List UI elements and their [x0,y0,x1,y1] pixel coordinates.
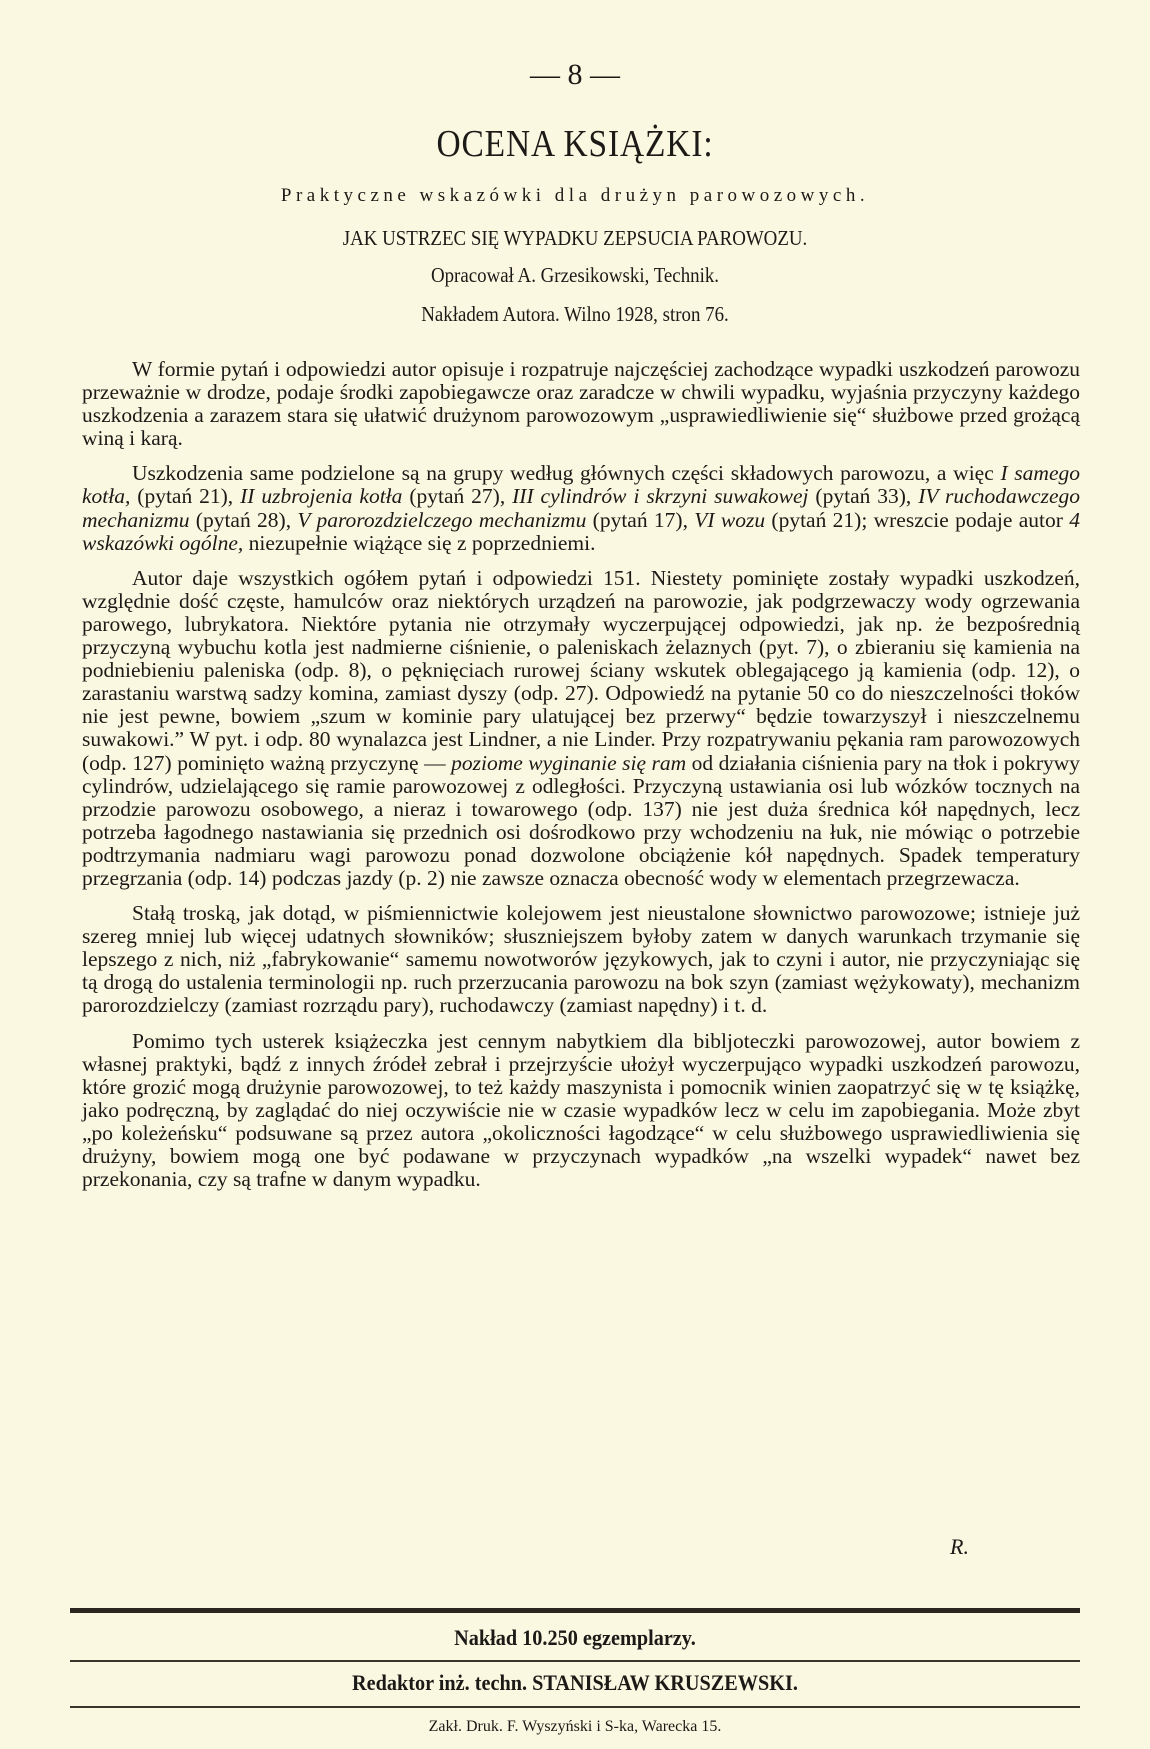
page-number: — 8 — [530,58,620,91]
italic-phrase: 4 wskazówki ogólne, [82,507,1080,555]
paragraph [82,567,1080,890]
text-run: Pomimo tych usterek książeczka jest cennym nabytkiem dla bibljoteczki parowozowej, autor bowiem z własnej praktyki, bądź z innych źródeł zebrał i przejrzyście ułożył wyczerpująco wypadki uszkodzeń parowozu, które grozić mogą drużynie parowozowej, to też każdy maszynista i pomocnik winien zaopatrzyć się w tę książkę, jako podręczną, by zaglądać do niej oczywiście nie w czasie wypadków lecz w celu im zapobiegania. Może zbyt „po koleżeńsku“ podsuwane są przez autora „okoliczności łagodzące“ w celu służbowego usprawiedliwienia się drużyny, bowiem mogą one być podawane w przyczynach wypadków „na wszelki wypadek“ nawet bez przekonania, czy są trafne w danym wypadku. [82,1028,1080,1192]
review-body [82,358,1080,1203]
divider [70,1660,1080,1662]
text-run: (pytań 28), [189,507,298,532]
paragraph [82,358,1080,450]
signature: R. [950,1534,969,1559]
text-run: niezupełnie wiążące się z poprzedniemi. [243,530,596,555]
author-line: Opracował A. Grzesikowski, Technik. [430,263,720,287]
text-run: Uszkodzenia same podzielone są na grupy według głównych części składowych parowozu, a więc [132,461,1001,486]
italic-phrase: II uzbrojenia kotła [240,484,403,509]
text-run: (pytań 21); wreszcie podaje autor [765,507,1070,532]
divider-thick [70,1608,1080,1613]
text-run: od działania ciśnienia pary na tłok i pokrywy cylindrów, udzielającego się ramie parowozowej z odległości. Przyczyną ustawiania osi lub wózków tocznych na przodzie parowozu osobowego, a nieraz i towarowego (odp. 137) nie jest duża średnica kół napędnych, lecz potrzeba łagodnego nastawiania się przednich osi dośrodkowo przy wchodzeniu na łuk, nie mówiąc o potrzebie podtrzymania nadmiaru wagi parowozu ponad dozwolone obciążenie kół napędnych. Spadek temperatury przegrzania (odp. 14) podczas jazdy (p. 2) nie zawsze oznacza obecność wody w elementach przegrzewacza. [82,750,1081,890]
italic-phrase: I samego kotła, [82,461,1080,509]
text-run: (pytań 17), [586,507,695,532]
italic-phrase: V parorozdzielczego mechanizmu [297,507,587,532]
review-title: OCENA KSIĄŻKI: [436,123,714,165]
text-run: Autor daje wszystkich ogółem pytań i odpowiedzi 151. Niestety pominięte zostały wypadki uszkodzeń, względnie dość częste, hamulców oraz niektórych urządzeń na parowozie, jak podgrzewaczy wody ogrzewania parowego, lubrykatora. Niektóre pytania nie otrzymały wyczerpującej odpowiedzi, jak np. że bezpośrednią przyczyną wybuchu kotla jest nadmierne ciśnienie, o paleniskach żelaznych (pyt. 7), o zbieraniu się kamienia na podniebieniu paleniska (odp. 8), o pęknięciach rurowej ściany wskutek oblegającego ją kamienia (odp. 12), o zarastaniu warstwą sadzy komina, zamiast dyszy (odp. 27). Odpowiedź na pytanie 50 co do nieszczelności tłoków nie jest pewne, bowiem „szum w kominie pary ulatującej bez przerwy“ będzie towarzyszył i nieszczelnemu suwakowi.” W pyt. i odp. 80 wynalazca jest Lindner, a nie Linder. Przy rozpatrywaniu pękania ram parowozowych (odp. 127) pominięto ważną przyczynę — [82,565,1080,775]
paragraph [82,462,1080,554]
italic-phrase: VI wozu [694,507,766,532]
text-run: (pytań 21), [130,484,241,509]
text-run: (pytań 33), [808,484,919,509]
italic-phrase: IV ruchodawczego mechanizmu [82,484,1081,532]
publisher-line: Nakładem Autora. Wilno 1928, stron 76. [421,302,729,326]
editor-line: Redaktor inż. techn. STANISŁAW KRUSZEWSKI. [352,1670,798,1695]
book-title: JAK USTRZEC SIĘ WYPADKU ZEPSUCIA PAROWOZU. [342,226,808,250]
text-run: (pytań 27), [402,484,513,509]
paragraph [82,1030,1080,1192]
text-run: Stałą troską, jak dotąd, w piśmiennictwie kolejowem jest nieustalone słownictwo parowozowe; istnieje już szereg mniej lub więcej udatnych słowników; słuszniejszem byłoby zatem w danych warunkach trzymanie się lepszego z nich, niż „fabrykowanie“ samemu nowotworów językowych, jak to czyni i autor, nie przyczyniając się tą drogą do ustalenia terminologii np. ruch przerzucania parowozu na bok szyn (zamiast wężykowaty), mechanizm parorozdzielczy (zamiast rozrządu pary), ruchodawczy (zamiast napędny) i t. d. [82,901,1080,1018]
divider [70,1706,1080,1708]
review-subtitle: Praktyczne wskazówki dla drużyn parowozowych. [280,185,870,206]
text-run: W formie pytań i odpowiedzi autor opisuje i rozpatruje najczęściej zachodzące wypadki uszkodzeń parowozu przeważnie w drodze, podaje środki zapobiegawcze oraz zaradcze w chwili wypadku, wyjaśnia przyczyny każdego uszkodzenia a zarazem stara się ułatwić drużynom parowozowym „usprawiedliwienie się“ służbowe przed grożącą winą i karą. [82,357,1080,451]
italic-phrase: III cylindrów i skrzyni suwakowej [512,484,809,509]
printer-line: Zakł. Druk. F. Wyszyński i S-ka, Warecka 15. [428,1718,722,1735]
edition-line: Nakład 10.250 egzemplarzy. [454,1625,696,1650]
italic-phrase: poziome wyginanie się ram [451,750,687,775]
paragraph [82,902,1080,1017]
